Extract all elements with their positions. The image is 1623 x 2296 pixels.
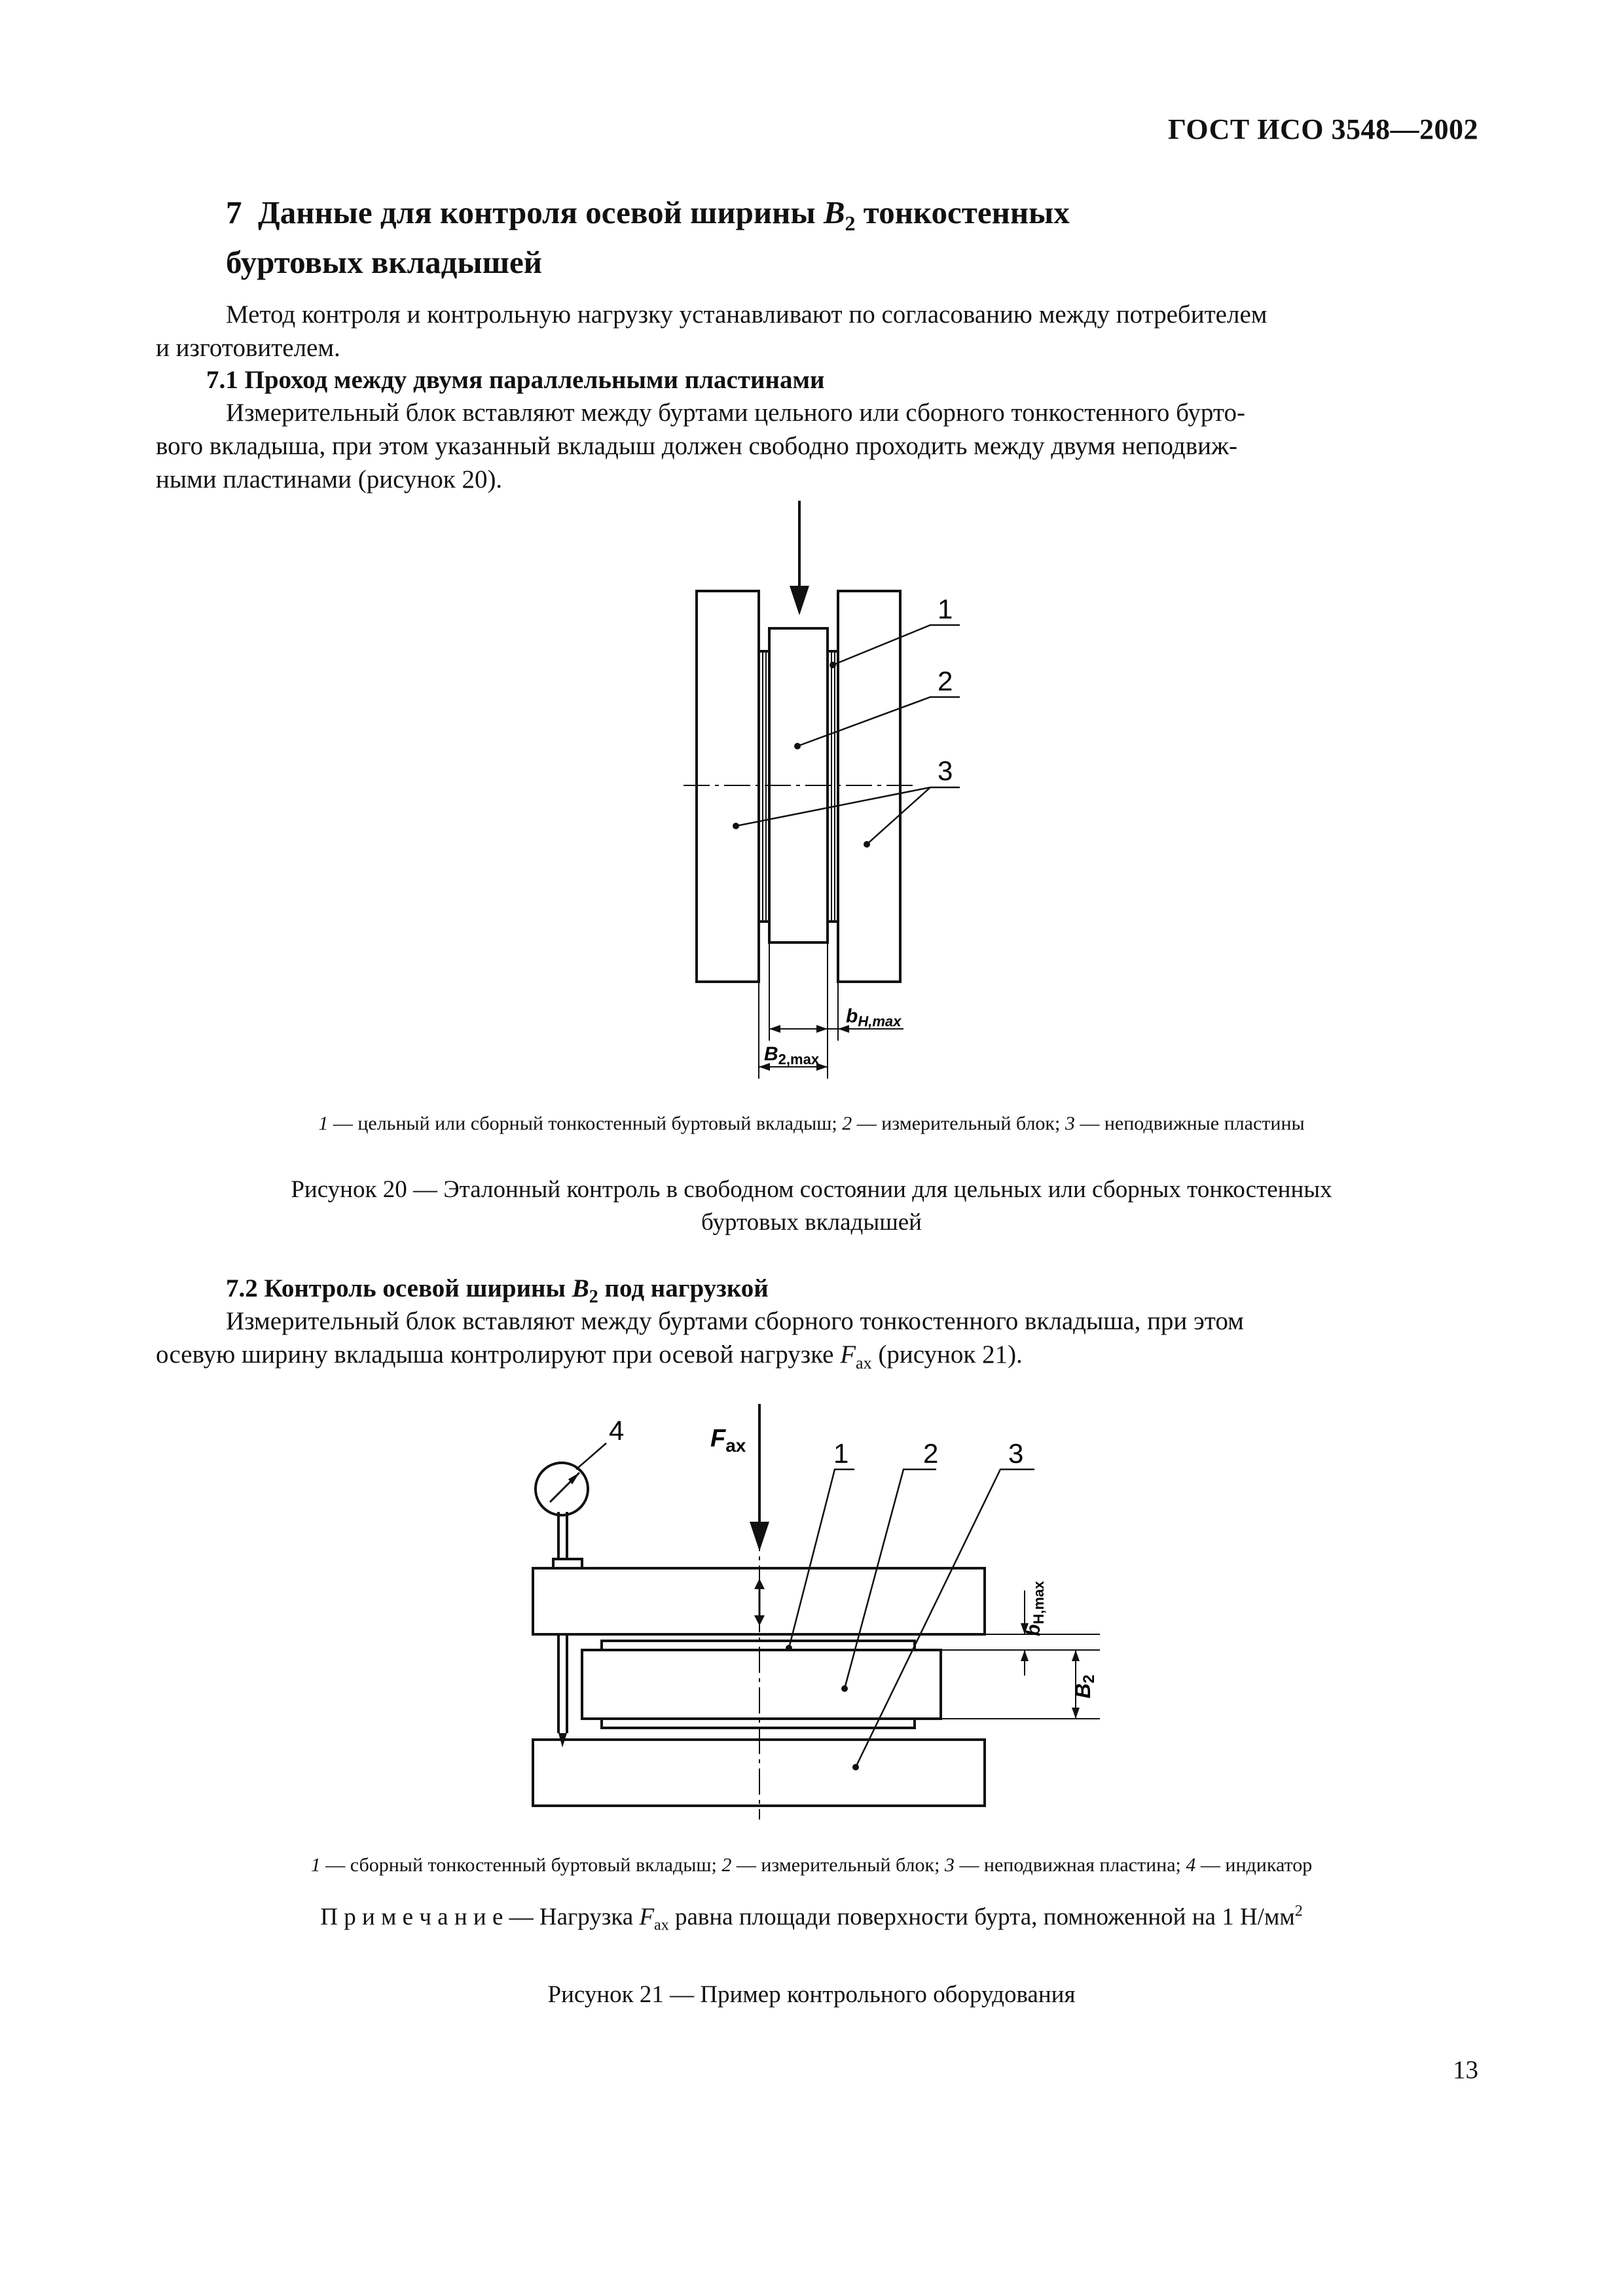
leader-2 [797, 697, 960, 746]
label-2: 2 [938, 666, 953, 696]
section-title-line2: буртовых вкладышей [226, 243, 542, 280]
s72-line1: Измерительный блок вставляют между буртами сборного тонкостенного вкладыша, при этом [226, 1307, 1244, 1335]
intro-line1: Метод контроля и контрольную нагрузку устанавливают по согласованию между потребителем [226, 300, 1267, 329]
figure-20-title: Рисунок 20 — Эталонный контроль в свободном состоянии для цельных или сборных тонкостенных буртовых вкладышей [291, 1176, 1332, 1236]
dim-B2-max: $B_{2,max}$ [764, 1043, 820, 1067]
label-4: 4 [609, 1415, 625, 1446]
section-title-part-b: тонкостенных [855, 194, 1070, 230]
subsection-7-2-heading: 7.2 Контроль осевой ширины $B_2$ под нагрузкой [226, 1274, 769, 1307]
section-title-sub: 2 [845, 211, 856, 235]
s71-line1: Измерительный блок вставляют между буртами цельного или сборного тонкостенного бурто- [226, 399, 1245, 427]
s71-line3: ными пластинами (рисунок 20). [156, 465, 503, 493]
s72-line2: осевую ширину вкладыша контролируют при осевой нагрузке $F_{ax}$ (рисунок 21). [156, 1340, 1023, 1372]
label-3: 3 [1008, 1438, 1024, 1469]
document-header: ГОСТ ИСО 3548—2002 [1167, 113, 1478, 145]
label-1: 1 [938, 594, 953, 624]
leader-1 [833, 625, 960, 665]
dim-b-hmax: $b_{H,max}$ [1023, 1581, 1047, 1636]
label-1: 1 [833, 1438, 849, 1469]
intro-line2: и изготовителем. [156, 334, 340, 362]
leader-3b [867, 787, 930, 844]
figure-21-diagram [0, 1394, 1623, 1826]
section-title-var: B [823, 194, 845, 230]
dim-B2: B2 [1071, 1674, 1098, 1698]
left-plate [697, 591, 759, 982]
figure-21-legend: 1 — сборный тонкостенный буртовый вкладыш; 2 — измерительный блок; 3 — неподвижная пластина; 4 — индикатор [310, 1854, 1313, 1876]
section-number: 7 [226, 194, 242, 230]
figure-21-title: Рисунок 21 — Пример контрольного оборудования [547, 1981, 1076, 2008]
label-3: 3 [938, 755, 953, 786]
subsection-7-1-heading: 7.1 Проход между двумя параллельными пластинами [206, 366, 825, 394]
measuring-block [582, 1650, 941, 1719]
section-title-part: Данные для контроля осевой ширины [258, 194, 824, 230]
dim-b-hmax: $b_{H,max}$ [846, 1005, 902, 1030]
page-number: 13 [1453, 2056, 1478, 2084]
s71-line2: вого вкладыша, при этом указанный вкладыш должен свободно проходить между двумя неподвиж- [156, 432, 1237, 460]
label-2: 2 [923, 1438, 939, 1469]
figure-20-diagram [0, 0, 1623, 1126]
load-arrow-head [790, 586, 809, 615]
force-label: $F_{ax}$ [710, 1425, 746, 1456]
figure-21-note: П р и м е ч а н и е — Нагрузка $F_{ax}$ равна площади поверхности бурта, помноженной на 1 $Н/мм^2$ [320, 1903, 1303, 1934]
figure-20-legend: 1 — цельный или сборный тонкостенный буртовый вкладыш; 2 — измерительный блок; 3 — неподвижные пластины [318, 1113, 1305, 1134]
